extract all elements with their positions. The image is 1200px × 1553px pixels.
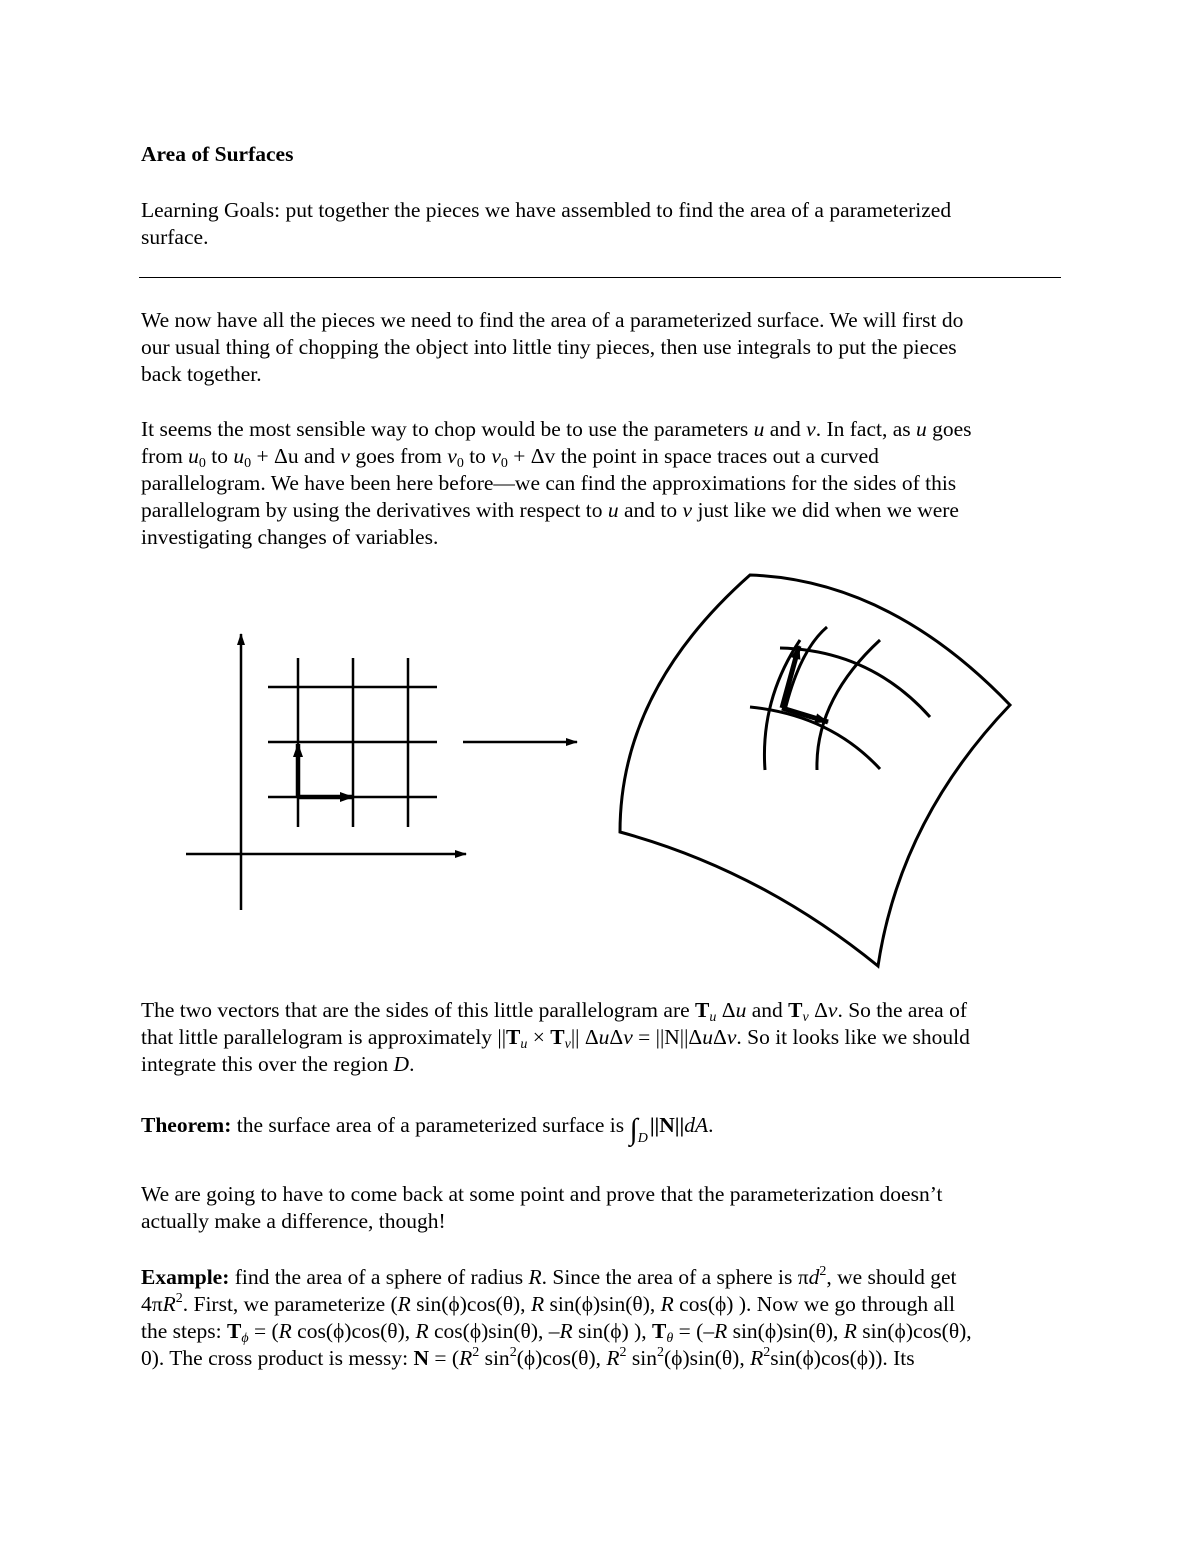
chop-line-4: parallelogram by using the derivatives with respect to u and to v just like we did when we were [141, 498, 959, 522]
example-label: Example: [141, 1265, 230, 1289]
vectors-line-2: that little parallelogram is approximately $||T_u \times T_v||$ ΔuΔv = ||N||ΔuΔv. So it looks like we should [141, 1025, 970, 1052]
prove-paragraph [141, 1181, 1066, 1235]
vectors-paragraph [141, 997, 1066, 1078]
learning-goals [141, 197, 1066, 251]
example-line-3: the steps: $T_\phi = (R$ cos(ϕ)cos(θ), R cos(ϕ)sin(θ), –R sin(ϕ) ), $T_\theta = (-R$ sin(ϕ)sin(θ), R sin(ϕ)cos(θ), [141, 1319, 972, 1346]
intro-line-2: our usual thing of chopping the object into little tiny pieces, then use integrals to put the pieces [141, 335, 957, 359]
prove-line-1: We are going to have to come back at some point and prove that the parameterization doesn’t [141, 1182, 943, 1206]
chop-line-3: parallelogram. We have been here before—we can find the approximations for the sides of this [141, 471, 957, 495]
theorem-label: Theorem: [141, 1113, 232, 1137]
example-line-1: Example: find the area of a sphere of radius R. Since the area of a sphere is $\pi d^2$, we should get [141, 1264, 957, 1289]
curved-surface-diagram [620, 575, 1010, 966]
vectors-line-3: integrate this over the region D. [141, 1052, 415, 1076]
intro-paragraph [141, 307, 1066, 388]
parameterization-figure [0, 560, 1200, 980]
theorem-paragraph: Theorem: the surface area of a parameterized surface is $\int_D||N||dA$. [141, 1113, 714, 1146]
chop-line-1: It seems the most sensible way to chop would be to use the parameters u and v. In fact, as u goes [141, 417, 972, 441]
vectors-line-1: The two vectors that are the sides of this little parallelogram are $T_u$ Δu and $T_v$ Δv. So the area of [141, 998, 967, 1025]
intro-line-3: back together. [141, 362, 262, 386]
uv-plane-diagram [186, 634, 466, 910]
goals-line-2: surface. [141, 225, 209, 249]
example-paragraph [141, 1264, 1066, 1372]
example-line-2: $4\pi R^2$. First, we parameterize (R sin(ϕ)cos(θ), R sin(ϕ)sin(θ), R cos(ϕ) ). Now we go through all [141, 1291, 955, 1316]
surface-patch [620, 575, 1010, 966]
prove-line-2: actually make a difference, though! [141, 1209, 446, 1233]
chop-paragraph [141, 416, 1066, 551]
horizontal-divider [139, 277, 1061, 278]
page-title: Area of Surfaces [141, 142, 294, 166]
goals-line-1: Learning Goals: put together the pieces we have assembled to find the area of a parameterized [141, 198, 952, 222]
example-line-4: 0). The cross product is messy: $N = (R^2$ $\sin^2(\phi)\cos(\theta)$, $R^2$ $\sin^2(\phi)\sin(\theta)$, $R^2\sin(\phi)\cos(\phi)$). Its [141, 1345, 915, 1370]
integral-sign: ∫ [629, 1113, 638, 1146]
chop-line-2: from $u_0$ to $u_0 + \Delta u$ and v goes from $v_0$ to $v_0 + \Delta v$ the point in space traces out a curved [141, 444, 879, 471]
intro-line-1: We now have all the pieces we need to find the area of a parameterized surface. We will first do [141, 308, 964, 332]
chop-line-5: investigating changes of variables. [141, 525, 439, 549]
